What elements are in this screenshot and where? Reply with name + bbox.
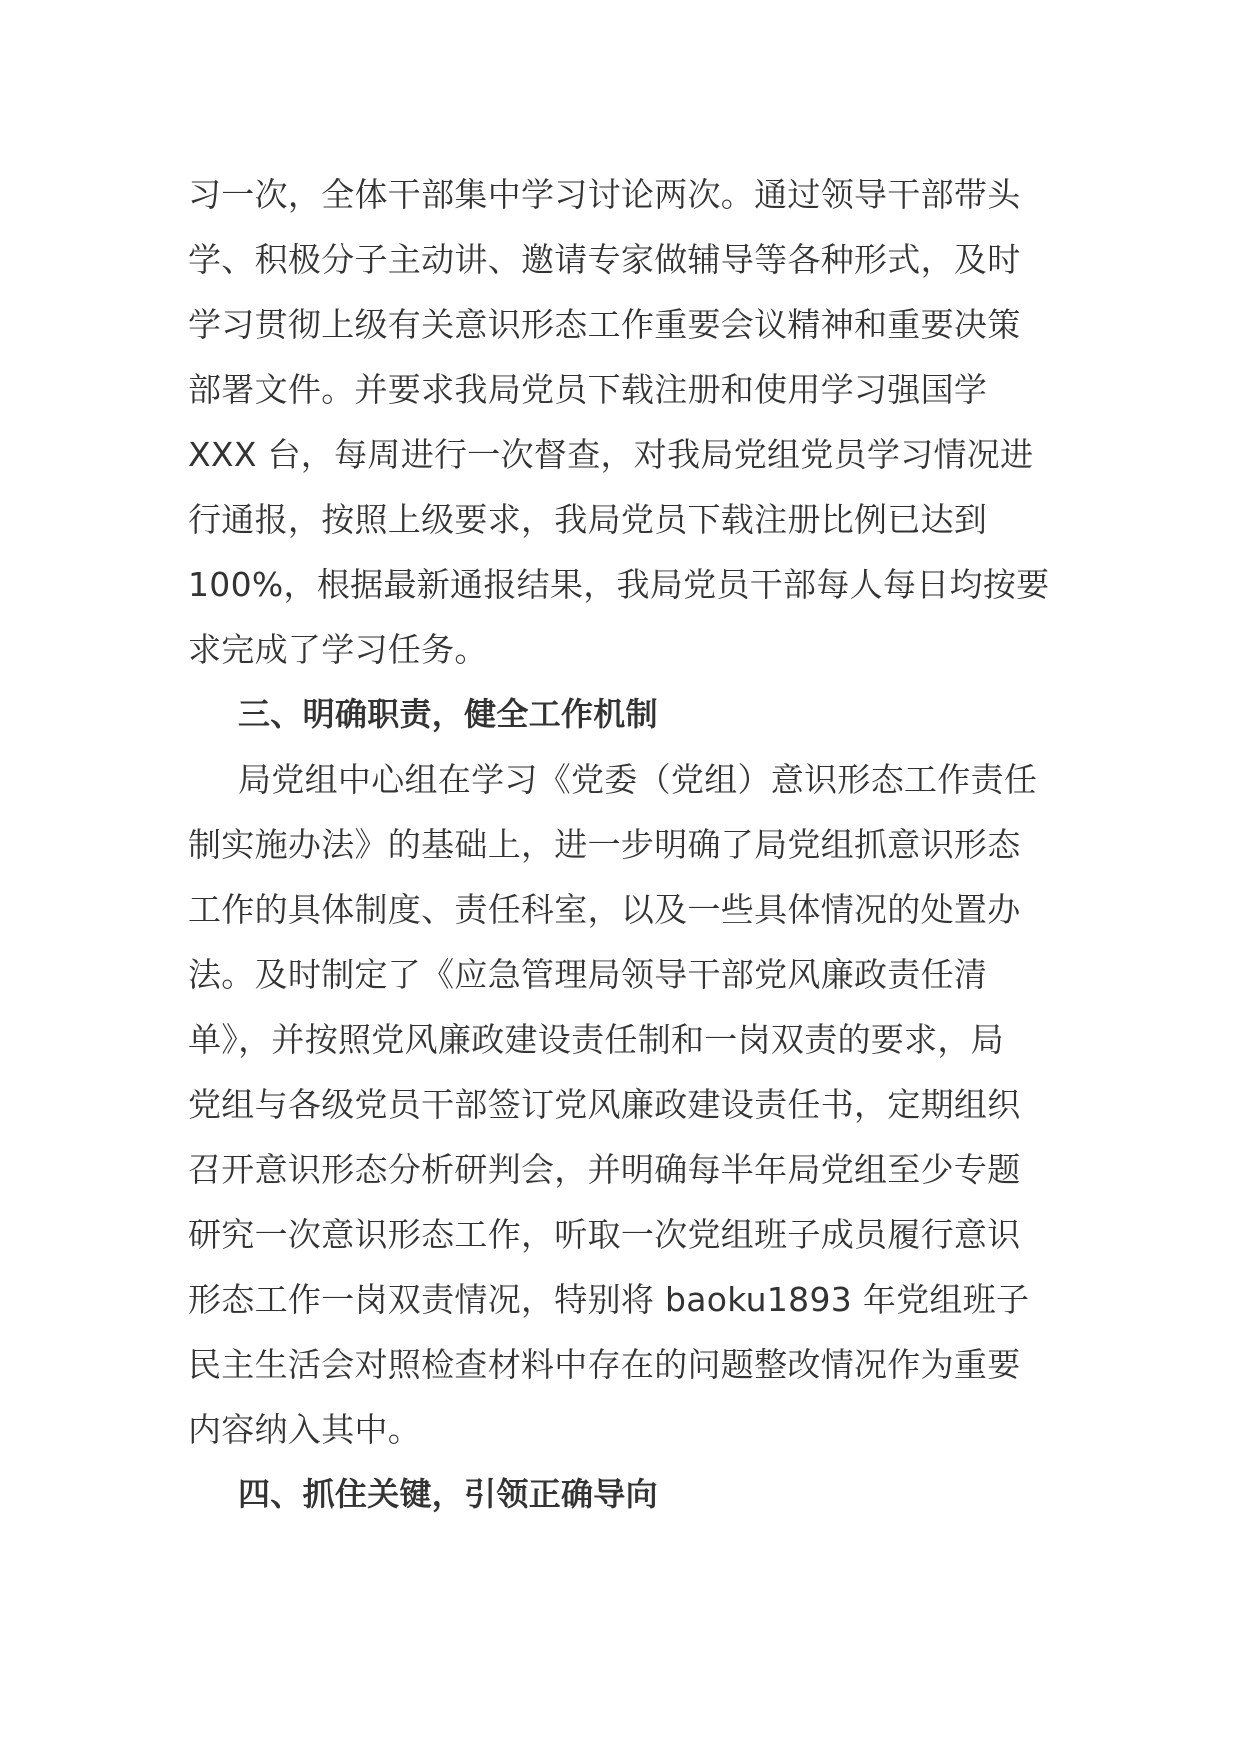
- text-line: 习一次，全体干部集中学习讨论两次。通过领导干部带头: [188, 175, 1021, 214]
- text-line: 部署文件。并要求我局党员下载注册和使用学习强国学: [188, 370, 988, 409]
- text-line: 内容纳入其中。: [188, 1410, 422, 1449]
- section-heading: 四、抓住关键，引领正确导向: [238, 1475, 658, 1513]
- text-line: 行通报，按照上级要求，我局党员下载注册比例已达到: [188, 500, 988, 539]
- text-line: 工作的具体制度、责任科室，以及一些具体情况的处置办: [188, 890, 1021, 929]
- text-line: 100%，根据最新通报结果，我局党员干部每人每日均按要: [188, 565, 1050, 604]
- text-line: 法。及时制定了《应急管理局领导干部党风廉政责任清: [188, 955, 988, 994]
- text-line: 学习贯彻上级有关意识形态工作重要会议精神和重要决策: [188, 305, 1021, 344]
- text-line: 单》，并按照党风廉政建设责任制和一岗双责的要求，局: [188, 1020, 1004, 1059]
- text-line: 学、积极分子主动讲、邀请专家做辅导等各种形式，及时: [188, 240, 1021, 279]
- text-line: XXX 台，每周进行一次督查，对我局党组党员学习情况进: [188, 435, 1034, 474]
- text-line: 召开意识形态分析研判会，并明确每半年局党组至少专题: [188, 1150, 1021, 1189]
- text-line: 制实施办法》的基础上，进一步明确了局党组抓意识形态: [188, 825, 1021, 864]
- text-line: 形态工作一岗双责情况，特别将 baoku1893 年党组班子: [188, 1280, 1030, 1319]
- text-line: 民主生活会对照检查材料中存在的问题整改情况作为重要: [188, 1345, 1021, 1384]
- section-heading: 三、明确职责，健全工作机制: [238, 695, 658, 733]
- text-line: 研究一次意识形态工作，听取一次党组班子成员履行意识: [188, 1215, 1021, 1254]
- text-line: 求完成了学习任务。: [188, 630, 488, 669]
- text-line: 局党组中心组在学习《党委（党组）意识形态工作责任: [238, 760, 1038, 799]
- text-line: 党组与各级党员干部签订党风廉政建设责任书，定期组织: [188, 1085, 1021, 1124]
- document-page: [188, 162, 1068, 1527]
